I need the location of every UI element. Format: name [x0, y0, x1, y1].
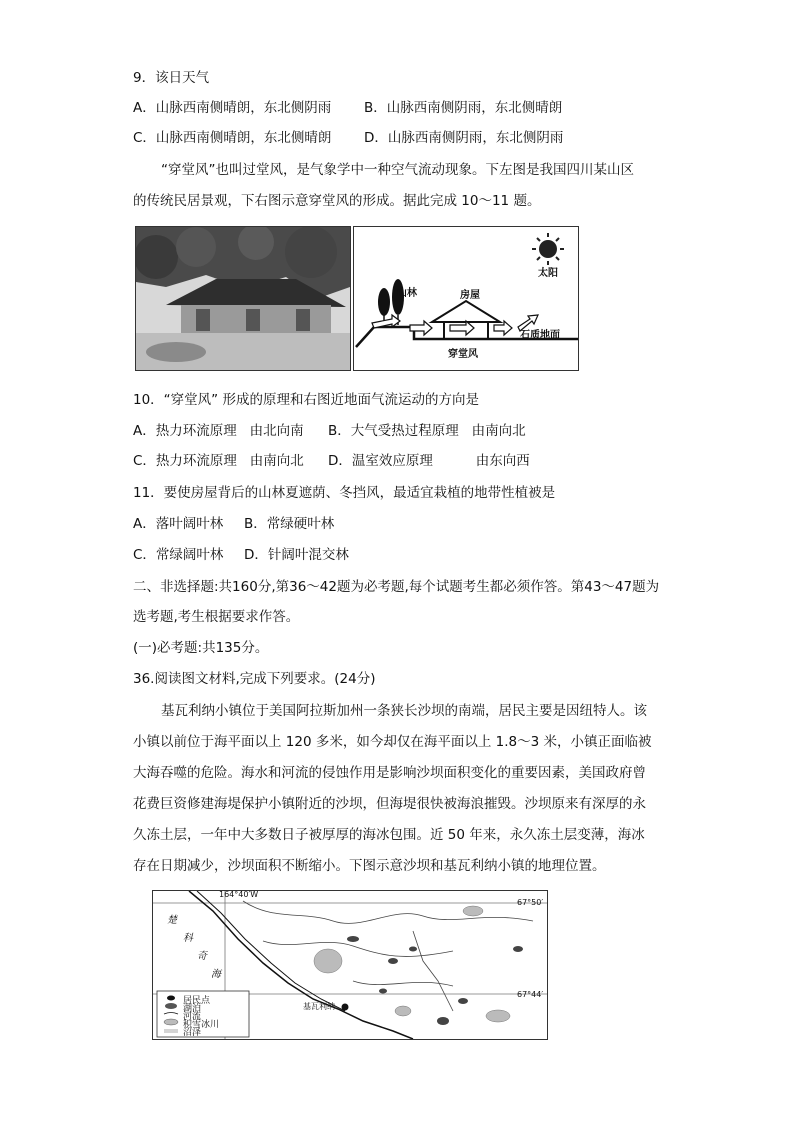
q36-paragraph-line-4: 花费巨资修建海堤保护小镇附近的沙坝，但海堤很快被海浪摧毁。沙坝原来有深厚的永: [133, 796, 646, 812]
legend-river: 河流: [183, 1012, 202, 1022]
q9-option-b: B．山脉西南侧阴雨，东北侧晴朗: [364, 100, 563, 116]
diagram-label-sun: 太阳: [538, 268, 558, 279]
wind-arrows-icon: [372, 315, 538, 335]
draft-wind-diagram: [353, 226, 579, 371]
q36-paragraph-line-1: 基瓦利纳小镇位于美国阿拉斯加州一条狭长沙坝的南端，居民主要是因纽特人。该: [161, 703, 647, 719]
q10-option-c: C．热力环流原理 由南向北: [133, 453, 304, 469]
q11-option-b: B．常绿硬叶林: [244, 516, 335, 532]
dwelling-photo-image: [136, 227, 350, 370]
q11-option-c: C．常绿阔叶林: [133, 547, 224, 563]
q36-paragraph-line-5: 久冻土层，一年中大多数日子被厚厚的海冰包围。近 50 年来，永久冻土层变薄，海冰: [133, 827, 645, 843]
legend-settlement: 居民点: [183, 996, 211, 1006]
q10-option-d: D．温室效应原理 由东向西: [328, 453, 530, 469]
section2-line-2: 选考题,考生根据要求作答。: [133, 609, 300, 625]
legend-marsh: 沼泽: [183, 1028, 202, 1038]
map-sea-char-2: 科: [183, 933, 193, 944]
legend-glacier: 积雪冰川: [183, 1020, 220, 1030]
q11-option-d: D．针阔叶混交林: [244, 547, 349, 563]
diagram-label-forest: 山林: [397, 288, 417, 299]
q9-option-c: C．山脉西南侧晴朗，东北侧晴朗: [133, 130, 332, 146]
q10-option-a: A．热力环流原理 由北向南: [133, 423, 304, 439]
diagram-label-house: 房屋: [460, 290, 480, 301]
q11-stem: 11．要使房屋背后的山林夏遮荫、冬挡风，最适宜栽植的地带性植被是: [133, 485, 556, 501]
map-latitude-top: 67°50′: [517, 898, 544, 907]
q9-option-a: A．山脉西南侧晴朗，东北侧阴雨: [133, 100, 332, 116]
q10-stem: 10．“穿堂风” 形成的原理和右图近地面气流运动的方向是: [133, 392, 479, 408]
sun-icon: [532, 233, 564, 265]
map-sea-char-4: 海: [211, 969, 221, 980]
intro-line-1: “穿堂风”也叫过堂风，是气象学中一种空气流动现象。下左图是我国四川某山区: [161, 162, 634, 178]
map-longitude-label: 164°40′W: [219, 890, 259, 899]
diagram-label-draft-wind: 穿堂风: [448, 349, 478, 360]
q36-stem: 36.阅读图文材料,完成下列要求。(24分): [133, 671, 376, 687]
intro-line-2: 的传统民居景观，下右图示意穿堂风的形成。据此完成 10～11 题。: [133, 193, 541, 209]
map-town-label: 基瓦利纳: [303, 1002, 335, 1011]
q9-stem: 9．该日天气: [133, 70, 210, 86]
q36-paragraph-line-2: 小镇以前位于海平面以上 120 多米，如今却仅在海平面以上 1.8～3 米，小镇正面临被: [133, 734, 652, 750]
kivalina-town-marker: [342, 1004, 349, 1011]
map-sea-char-1: 楚: [167, 915, 177, 926]
map-latitude-bottom: 67°44′: [517, 990, 544, 999]
section2-required: (一)必考题:共135分。: [133, 640, 269, 656]
diagram-label-stone-ground: 石质地面: [520, 330, 560, 341]
q36-paragraph-line-6: 存在日期减少，沙坝面积不断缩小。下图示意沙坝和基瓦利纳小镇的地理位置。: [133, 858, 606, 874]
map-sea-char-3: 奇: [197, 951, 207, 962]
q10-option-b: B．大气受热过程原理 由南向北: [328, 423, 526, 439]
dwelling-photo: [135, 226, 351, 371]
legend-lake: 湖泊: [183, 1004, 202, 1014]
kivalina-map: [152, 890, 548, 1040]
section2-line-1: 二、非选择题:共160分,第36～42题为必考题,每个试题考生都必须作答。第43～47题为: [133, 579, 660, 595]
q9-option-d: D．山脉西南侧阴雨，东北侧阴雨: [364, 130, 564, 146]
q36-paragraph-line-3: 大海吞噬的危险。海水和河流的侵蚀作用是影响沙坝面积变化的重要因素，美国政府曾: [133, 765, 646, 781]
q11-option-a: A．落叶阔叶林: [133, 516, 224, 532]
